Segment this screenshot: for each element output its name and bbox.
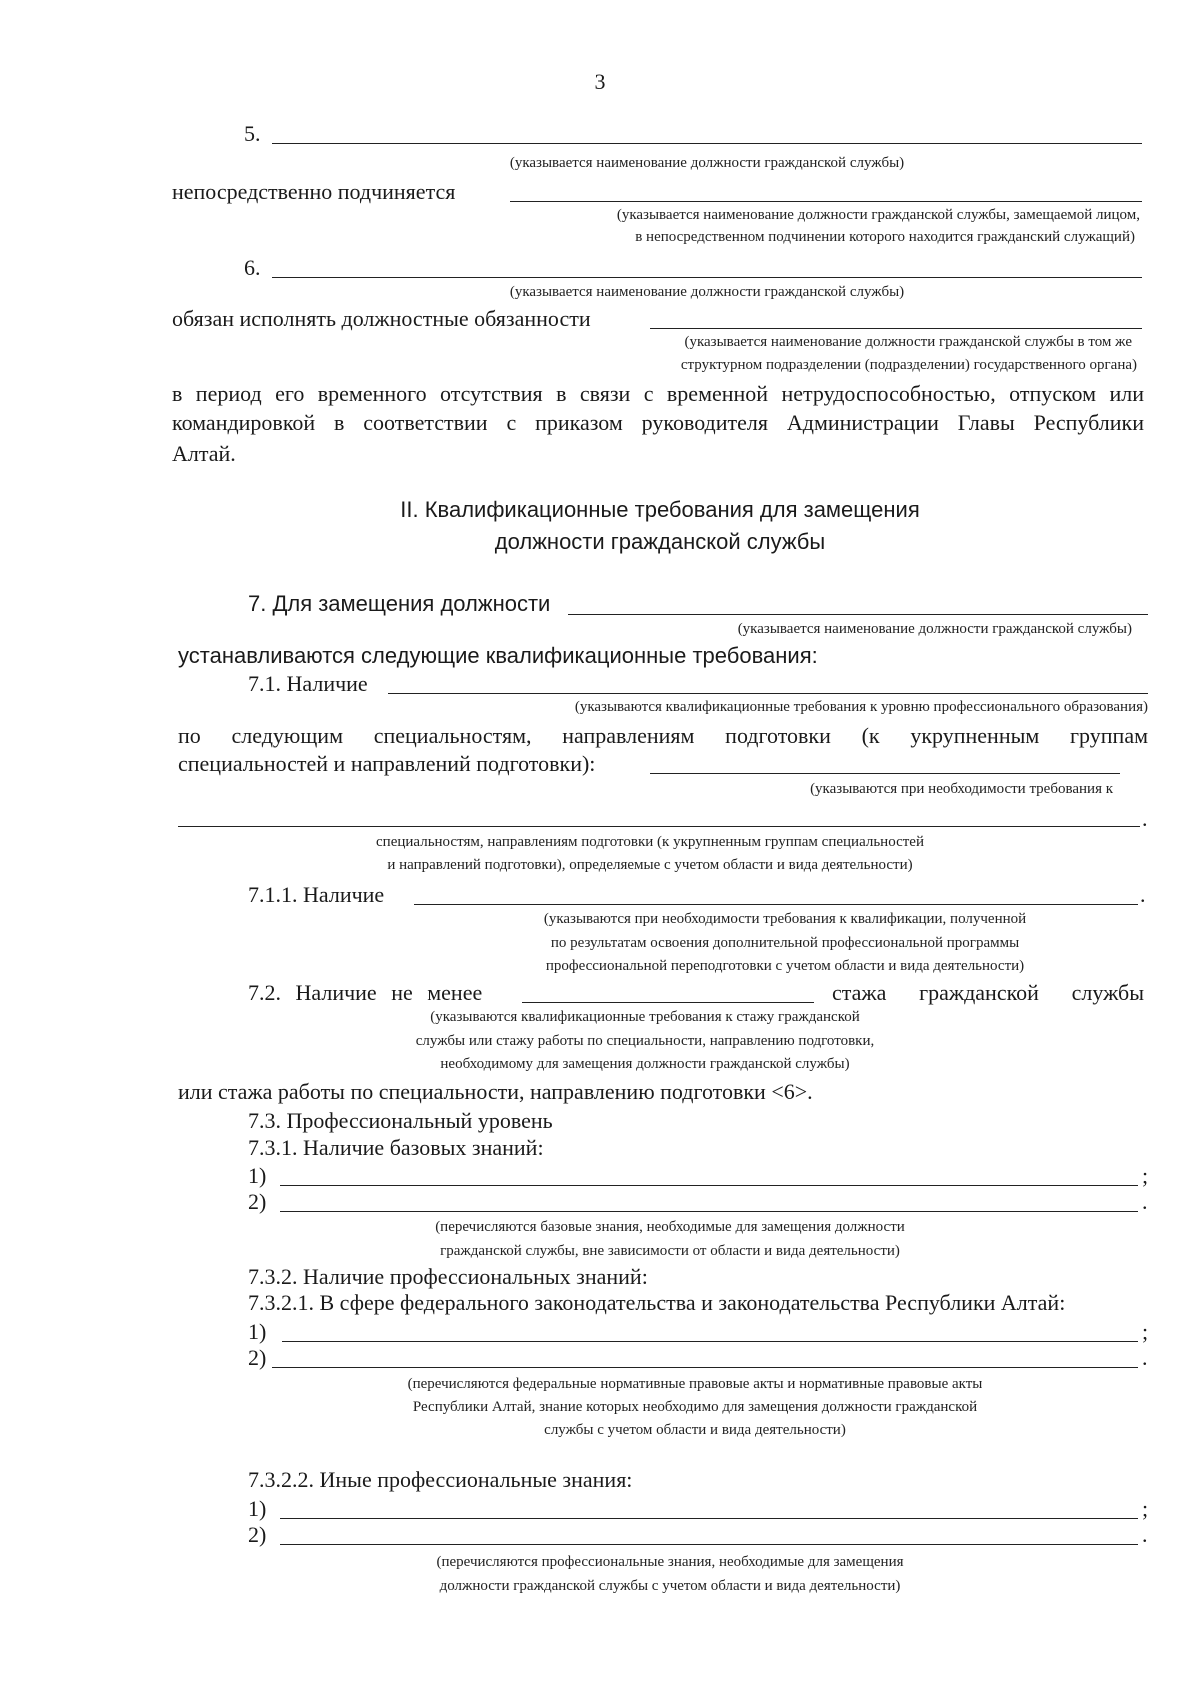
subordinate-label: непосредственно подчиняется bbox=[172, 179, 456, 204]
duties-label: обязан исполнять должностные обязанности bbox=[172, 306, 591, 331]
p7-continuation: устанавливаются следующие квалификационные требования: bbox=[178, 643, 818, 668]
p731-item-2-line bbox=[280, 1211, 1138, 1212]
section-2-heading-1: II. Квалификационные требования для замещения bbox=[400, 497, 920, 522]
p72-after: стажа гражданской службы bbox=[832, 980, 1144, 1005]
p7-hint: (указывается наименование должности гражданской службы) bbox=[737, 621, 1132, 637]
subordinate-blank-line bbox=[510, 201, 1142, 202]
p711-hint-1: (указываются при необходимости требования к квалификации, полученной bbox=[543, 911, 1027, 927]
section-2-heading-2: должности гражданской службы bbox=[494, 529, 826, 554]
p7321-hint-3: службы с учетом области и вида деятельности) bbox=[544, 1422, 846, 1438]
p71-blank-line bbox=[388, 693, 1148, 694]
absence-line-2: командировкой в соответствии с приказом руководителя Администрации Главы Республики bbox=[172, 410, 1144, 435]
p731-item-2-number: 2) bbox=[248, 1189, 267, 1214]
p731-heading: 7.3.1. Наличие базовых знаний: bbox=[248, 1135, 544, 1160]
item-5-hint: (указывается наименование должности гражданской службы) bbox=[509, 155, 905, 171]
p71-continuation-1: по следующим специальностям, направлениям подготовки (к укрупненным группам bbox=[178, 723, 1148, 748]
p71-hint-2: (указываются при необходимости требования к bbox=[810, 781, 1113, 797]
p71-specialty-blank-line bbox=[650, 773, 1120, 774]
p72-hint-2: службы или стажу работы по специальности, направлению подготовки, bbox=[415, 1033, 875, 1049]
p711-hint-3: профессиональной переподготовки с учетом области и вида деятельности) bbox=[545, 958, 1025, 974]
p71-hint-4: и направлений подготовки), определяемые с учетом области и вида деятельности) bbox=[387, 857, 913, 873]
item-6-blank-line bbox=[272, 277, 1142, 278]
p7322-hint-1: (перечисляются профессиональные знания, необходимые для замещения bbox=[436, 1554, 904, 1570]
p7322-item-2-number: 2) bbox=[248, 1522, 267, 1547]
p7321-item-1-semicolon: ; bbox=[1142, 1319, 1149, 1344]
p72-continuation: или стажа работы по специальности, направлению подготовки <6>. bbox=[178, 1079, 813, 1104]
p7322-item-2-line bbox=[280, 1544, 1138, 1545]
p7321-hint-2: Республики Алтай, знание которых необходимо для замещения должности гражданской bbox=[412, 1399, 978, 1415]
p7321-item-1-line bbox=[282, 1341, 1138, 1342]
p7322-heading: 7.3.2.2. Иные профессиональные знания: bbox=[248, 1467, 633, 1492]
absence-line-3: Алтай. bbox=[172, 441, 236, 466]
p71-label: 7.1. Наличие bbox=[248, 671, 368, 696]
p71-period: . bbox=[1142, 806, 1148, 831]
p711-blank-line bbox=[414, 904, 1138, 905]
p7322-item-1-number: 1) bbox=[248, 1496, 267, 1521]
p711-label: 7.1.1. Наличие bbox=[248, 882, 385, 907]
p732-heading: 7.3.2. Наличие профессиональных знаний: bbox=[248, 1264, 648, 1289]
duties-hint-2: структурном подразделении (подразделении) государственного органа) bbox=[680, 357, 1137, 373]
page-number: 3 bbox=[594, 69, 606, 94]
p71-specialty-blank-line-2 bbox=[178, 826, 1140, 827]
p711-hint-2: по результатам освоения дополнительной профессиональной программы bbox=[550, 935, 1020, 951]
p71-continuation-2: специальностей и направлений подготовки): bbox=[178, 751, 596, 776]
p7321-item-1-number: 1) bbox=[248, 1319, 267, 1344]
p711-period: . bbox=[1140, 882, 1146, 907]
p72-label: 7.2. Наличие не менее bbox=[248, 980, 483, 1005]
item-6-hint: (указывается наименование должности гражданской службы) bbox=[509, 284, 905, 300]
p7-blank-line bbox=[568, 614, 1148, 615]
p72-hint-3: необходимому для замещения должности гражданской службы) bbox=[440, 1056, 850, 1072]
p7321-hint-1: (перечисляются федеральные нормативные правовые акты и нормативные правовые акты bbox=[407, 1376, 983, 1392]
subordinate-hint-1: (указывается наименование должности гражданской службы, замещаемой лицом, bbox=[616, 207, 1140, 223]
duties-blank-line bbox=[650, 328, 1142, 329]
duties-hint-1: (указывается наименование должности гражданской службы в том же bbox=[684, 334, 1132, 350]
p7321-heading: 7.3.2.1. В сфере федерального законодательства и законодательства Республики Алтай: bbox=[248, 1290, 1066, 1315]
p7321-item-2-line bbox=[272, 1367, 1138, 1368]
p71-hint: (указываются квалификационные требования к уровню профессионального образования) bbox=[574, 699, 1148, 715]
p731-item-1-line bbox=[280, 1185, 1138, 1186]
absence-line-1: в период его временного отсутствия в связи с временной нетрудоспособностью, отпуском или bbox=[172, 381, 1144, 406]
item-5-blank-line bbox=[272, 143, 1142, 144]
p7-label: 7. Для замещения должности bbox=[248, 591, 551, 616]
p73-heading: 7.3. Профессиональный уровень bbox=[248, 1108, 553, 1133]
p731-hint-1: (перечисляются базовые знания, необходимые для замещения должности bbox=[435, 1219, 905, 1235]
p71-hint-3: специальностям, направлениям подготовки (к укрупненным группам специальностей bbox=[376, 834, 924, 850]
subordinate-hint-2: в непосредственном подчинении которого находится гражданский служащий) bbox=[635, 229, 1135, 245]
p731-hint-2: гражданской службы, вне зависимости от области и вида деятельности) bbox=[440, 1243, 900, 1259]
p7322-item-1-semicolon: ; bbox=[1142, 1496, 1149, 1521]
item-6-number: 6. bbox=[244, 255, 261, 280]
p731-item-2-period: . bbox=[1142, 1189, 1148, 1214]
p7321-item-2-number: 2) bbox=[248, 1345, 267, 1370]
p7322-item-2-period: . bbox=[1142, 1522, 1148, 1547]
p72-hint-1: (указываются квалификационные требования к стажу гражданской bbox=[430, 1009, 860, 1025]
item-5-number: 5. bbox=[244, 121, 261, 146]
p731-item-1-semicolon: ; bbox=[1142, 1163, 1149, 1188]
p731-item-1-number: 1) bbox=[248, 1163, 267, 1188]
p7322-item-1-line bbox=[280, 1518, 1138, 1519]
p7322-hint-2: должности гражданской службы с учетом области и вида деятельности) bbox=[439, 1578, 901, 1594]
p72-blank-line bbox=[522, 1002, 814, 1003]
p7321-item-2-period: . bbox=[1142, 1345, 1148, 1370]
